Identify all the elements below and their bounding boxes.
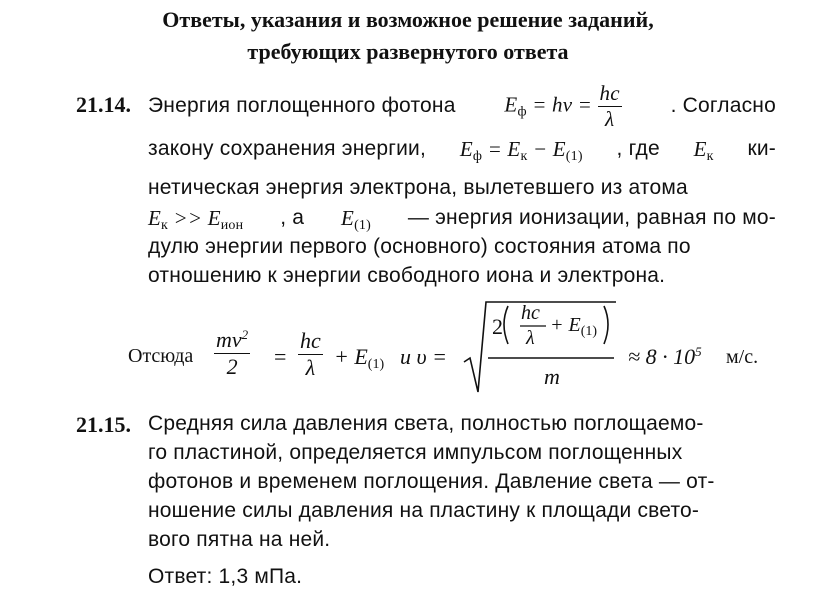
display-formula: Отсюда $\frac{mv^2}{2}$ = $\frac{hc}{\lambda}$ + $E_{(1)}$ и υ = 2 hc λ + $E_{(1)}$ m ≈ $8 \cdot 10^5$ м/с. [128,300,778,396]
title-line-1: Ответы, указания и возможное решение заданий, [162,7,654,32]
text-line-3: нетическая энергия электрона, вылетевшего из атома [148,176,688,199]
problem-number: 21.15. [76,412,131,437]
text-line-2: закону сохранения энергии, $E_ф = E_к - E_{(1)}$ , где $E_к$ ки- [148,137,776,164]
text-line-5: дулю энергии первого (основного) состояния атома по [148,235,691,258]
photon-energy-formula: $E_ф = h\nu$ = $\frac{hc}{\lambda}$ [504,80,620,131]
text-line-3: фотонов и временем поглощения. Давление света — от- [148,470,715,493]
otsyuda-label: Отсюда [128,345,194,367]
problem-number: 21.14. [76,92,131,117]
text-line-4: $E_к >> E_{ион}$ , а $E_{(1)}$ — энергия ионизации, равная по мо- [148,206,776,233]
text-line-2: го пластиной, определяется импульсом поглощенных [148,441,683,464]
fraction-hc-lambda-2: $\frac{hc}{\lambda}$ [300,328,321,380]
text-line-4: ношение силы давления на пластину к площади свето- [148,499,700,522]
text-line-1: Средняя сила давления света, полностью поглощаемо- [148,412,704,435]
energy-conservation-formula: $E_ф = E_к - E_{(1)}$ [459,137,583,164]
text-line-1 [148,80,776,131]
title-line-2: требующих развернутого ответа [247,39,569,64]
answer: Ответ: 1,3 мПа. [148,565,303,588]
text-line-5: вого пятна на ней. [148,528,331,551]
text-segment: . Согласно [670,94,776,117]
text-segment: Энергия поглощенного фотона [148,94,456,117]
fraction-hc-lambda: $\frac{hc}{\lambda}$ [599,80,620,131]
fraction-mv2-2: $\frac{mv^2}{2}$ [216,327,249,379]
text-line-6: отношению к энергии свободного иона и электрона. [148,264,666,287]
